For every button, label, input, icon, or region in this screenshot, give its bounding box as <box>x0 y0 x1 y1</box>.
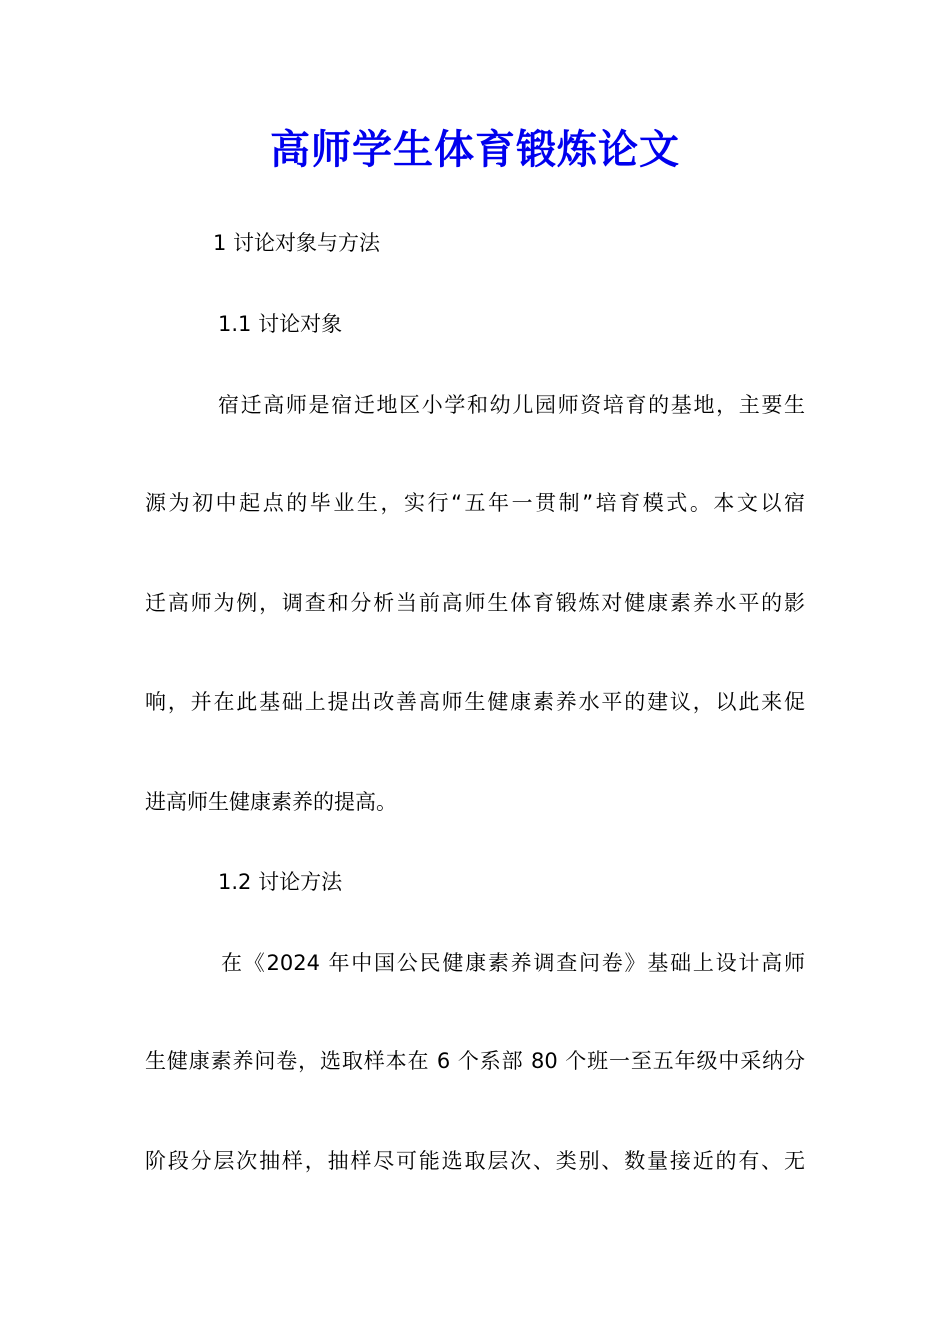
paragraph-line: 在《2024 年中国公民健康素养调查问卷》基础上设计高师 <box>221 951 805 975</box>
paragraph-line: 进高师生健康素养的提高。 <box>145 790 397 814</box>
section-heading-1-1: 1.1 讨论对象 <box>218 312 343 336</box>
paragraph-line: 生健康素养问卷，选取样本在 6 个系部 80 个班一至五年级中采纳分 <box>145 1049 805 1073</box>
paragraph-line: 源为初中起点的毕业生，实行“五年一贯制”培育模式。本文以宿 <box>145 491 805 515</box>
paragraph-line: 迁高师为例，调查和分析当前高师生体育锻炼对健康素养水平的影 <box>145 591 805 615</box>
document-title: 高师学生体育锻炼论文 <box>270 126 680 173</box>
paragraph-line: 宿迁高师是宿迁地区小学和幼儿园师资培育的基地，主要生 <box>218 393 805 417</box>
section-heading-1: 1 讨论对象与方法 <box>213 231 381 255</box>
paragraph-line: 响，并在此基础上提出改善高师生健康素养水平的建议，以此来促 <box>145 690 805 714</box>
paragraph-line: 阶段分层次抽样，抽样尽可能选取层次、类别、数量接近的有、无 <box>145 1149 805 1173</box>
section-heading-1-2: 1.2 讨论方法 <box>218 870 343 894</box>
